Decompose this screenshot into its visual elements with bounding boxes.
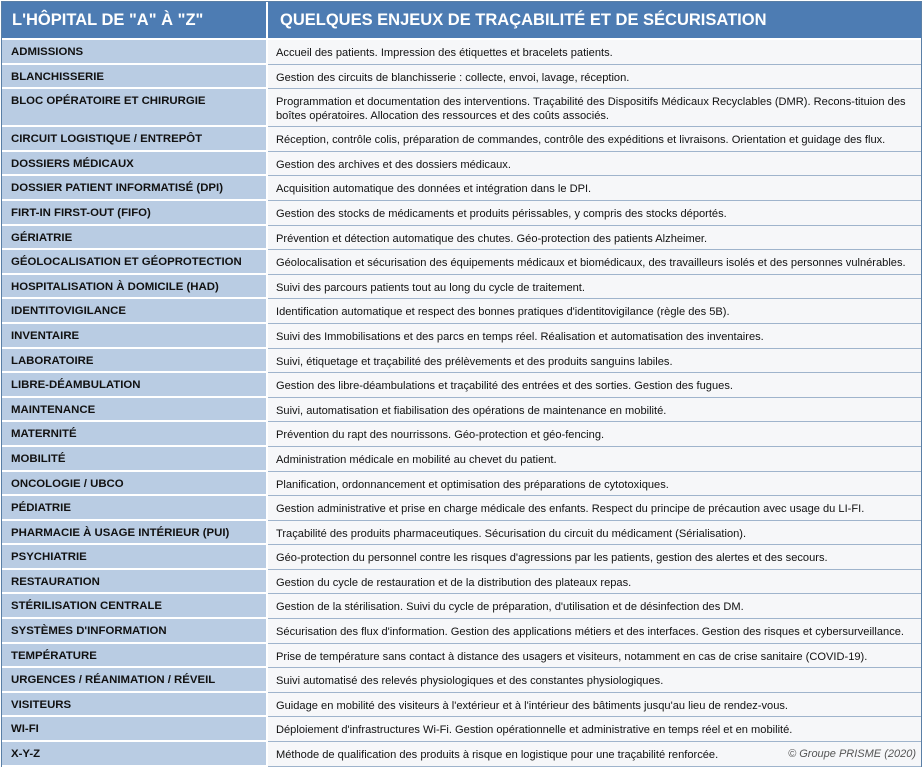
row-category: TEMPÉRATURE [2,644,268,669]
table-row [2,644,921,669]
row-description: Administration médicale en mobilité au chevet du patient. [268,447,921,472]
table-row [2,299,921,324]
copyright-note: © Groupe PRISME (2020) [788,748,916,760]
table-row [2,398,921,423]
row-description: Traçabilité des produits pharmaceutiques. Sécurisation du circuit du médicament (Sérialisation). [268,521,921,546]
row-category: ADMISSIONS [2,40,268,65]
table-row [2,594,921,619]
row-description: Sécurisation des flux d'information. Gestion des applications métiers et des interfaces. Gestion des risques et cybersurveillance. [268,619,921,644]
row-description: Géo-protection du personnel contre les risques d'agressions par les patients, gestion des alertes et des secours. [268,545,921,570]
row-description: Suivi automatisé des relevés physiologiques et des constantes physiologiques. [268,668,921,693]
table-row [2,422,921,447]
table-row [2,201,921,226]
row-category: LABORATOIRE [2,349,268,374]
table-row [2,176,921,201]
row-category: ONCOLOGIE / UBCO [2,472,268,497]
table-row [2,250,921,275]
table-row [2,226,921,251]
header-left-title: L'HÔPITAL DE "A" À "Z" [12,11,204,29]
row-description: Gestion des stocks de médicaments et produits périssables, y compris des stocks déportés. [268,201,921,226]
table-row [2,521,921,546]
traceability-table [1,1,922,767]
table-row [2,275,921,300]
row-category: GÉOLOCALISATION ET GÉOPROTECTION [2,250,268,275]
row-description: Gestion du cycle de restauration et de la distribution des plateaux repas. [268,570,921,595]
row-category: VISITEURS [2,693,268,718]
table-row [2,127,921,152]
row-category: LIBRE-DÉAMBULATION [2,373,268,398]
row-category: PSYCHIATRIE [2,545,268,570]
row-category: CIRCUIT LOGISTIQUE / ENTREPÔT [2,127,268,152]
row-description: Guidage en mobilité des visiteurs à l'extérieur et à l'intérieur des bâtiments jusqu'au lieu de rendez-vous. [268,693,921,718]
row-category: HOSPITALISATION À DOMICILE (HAD) [2,275,268,300]
row-category: FIRT-IN FIRST-OUT (FIFO) [2,201,268,226]
row-category: BLANCHISSERIE [2,65,268,90]
row-category: DOSSIER PATIENT INFORMATISÉ (DPI) [2,176,268,201]
table-row [2,717,921,742]
row-description: Gestion de la stérilisation. Suivi du cycle de préparation, d'utilisation et de désinfection des DM. [268,594,921,619]
row-category: MAINTENANCE [2,398,268,423]
row-category: PÉDIATRIE [2,496,268,521]
row-category: SYSTÈMES D'INFORMATION [2,619,268,644]
row-description: Accueil des patients. Impression des étiquettes et bracelets patients. [268,40,921,65]
table-row [2,40,921,65]
table-row [2,570,921,595]
table-row [2,89,921,127]
row-description: Programmation et documentation des interventions. Traçabilité des Dispositifs Médicaux Recyclables (DMR). Recons-tituion des boîtes opératoires. Allocation des ressources et des coûts associés. [268,89,921,127]
row-description: Gestion des circuits de blanchisserie : collecte, envoi, lavage, réception. [268,65,921,90]
row-description: Gestion des libre-déambulations et traçabilité des entrées et des sorties. Gestion des fugues. [268,373,921,398]
table-row [2,152,921,177]
row-category: MATERNITÉ [2,422,268,447]
table-row [2,373,921,398]
table-row [2,349,921,374]
row-description: Réception, contrôle colis, préparation de commandes, contrôle des expéditions et livraisons. Orientation et guidage des flux. [268,127,921,152]
table-row [2,324,921,349]
row-category: STÉRILISATION CENTRALE [2,594,268,619]
row-description: Gestion des archives et des dossiers médicaux. [268,152,921,177]
row-category: X-Y-Z [2,742,268,767]
table-row [2,545,921,570]
table-row [2,742,921,767]
row-description: Acquisition automatique des données et intégration dans le DPI. [268,176,921,201]
row-description: Prévention et détection automatique des chutes. Géo-protection des patients Alzheimer. [268,226,921,251]
row-category: BLOC OPÉRATOIRE ET CHIRURGIE [2,89,268,127]
row-description: Déploiement d'infrastructures Wi-Fi. Gestion opérationnelle et administrative en temps réel et en mobilité. [268,717,921,742]
header-right-title: QUELQUES ENJEUX DE TRAÇABILITÉ ET DE SÉCURISATION [266,2,921,38]
row-description: Suivi, automatisation et fiabilisation des opérations de maintenance en mobilité. [268,398,921,423]
row-category: PHARMACIE À USAGE INTÉRIEUR (PUI) [2,521,268,546]
table-row [2,447,921,472]
row-category: WI-FI [2,717,268,742]
table-header [2,2,921,40]
table-row [2,472,921,497]
row-description: Identification automatique et respect des bonnes pratiques d'identitovigilance (règle des 5B). [268,299,921,324]
row-category: INVENTAIRE [2,324,268,349]
table-row [2,693,921,718]
row-category: IDENTITOVIGILANCE [2,299,268,324]
row-category: GÉRIATRIE [2,226,268,251]
row-category: RESTAURATION [2,570,268,595]
row-category: DOSSIERS MÉDICAUX [2,152,268,177]
row-description: Suivi, étiquetage et traçabilité des prélèvements et des produits sanguins labiles. [268,349,921,374]
table-row [2,668,921,693]
table-body [2,40,921,767]
row-category: MOBILITÉ [2,447,268,472]
row-description: Planification, ordonnancement et optimisation des préparations de cytotoxiques. [268,472,921,497]
row-description: Suivi des Immobilisations et des parcs en temps réel. Réalisation et automatisation des inventaires. [268,324,921,349]
table-row [2,496,921,521]
row-category: URGENCES / RÉANIMATION / RÉVEIL [2,668,268,693]
row-description: Géolocalisation et sécurisation des équipements médicaux et biomédicaux, des travailleurs isolés et des personnes vulnérables. [268,250,921,275]
row-description: Prise de température sans contact à distance des usagers et visiteurs, notamment en cas de crise sanitaire (COVID-19). [268,644,921,669]
row-description: Prévention du rapt des nourrissons. Géo-protection et géo-fencing. [268,422,921,447]
table-row [2,65,921,90]
row-description: Suivi des parcours patients tout au long du cycle de traitement. [268,275,921,300]
table-row [2,619,921,644]
row-description: Gestion administrative et prise en charge médicale des enfants. Respect du principe de précaution avec usage du LI-FI. [268,496,921,521]
row-description: Méthode de qualification des produits à risque en logistique pour une traçabilité renforcée. [268,742,921,767]
